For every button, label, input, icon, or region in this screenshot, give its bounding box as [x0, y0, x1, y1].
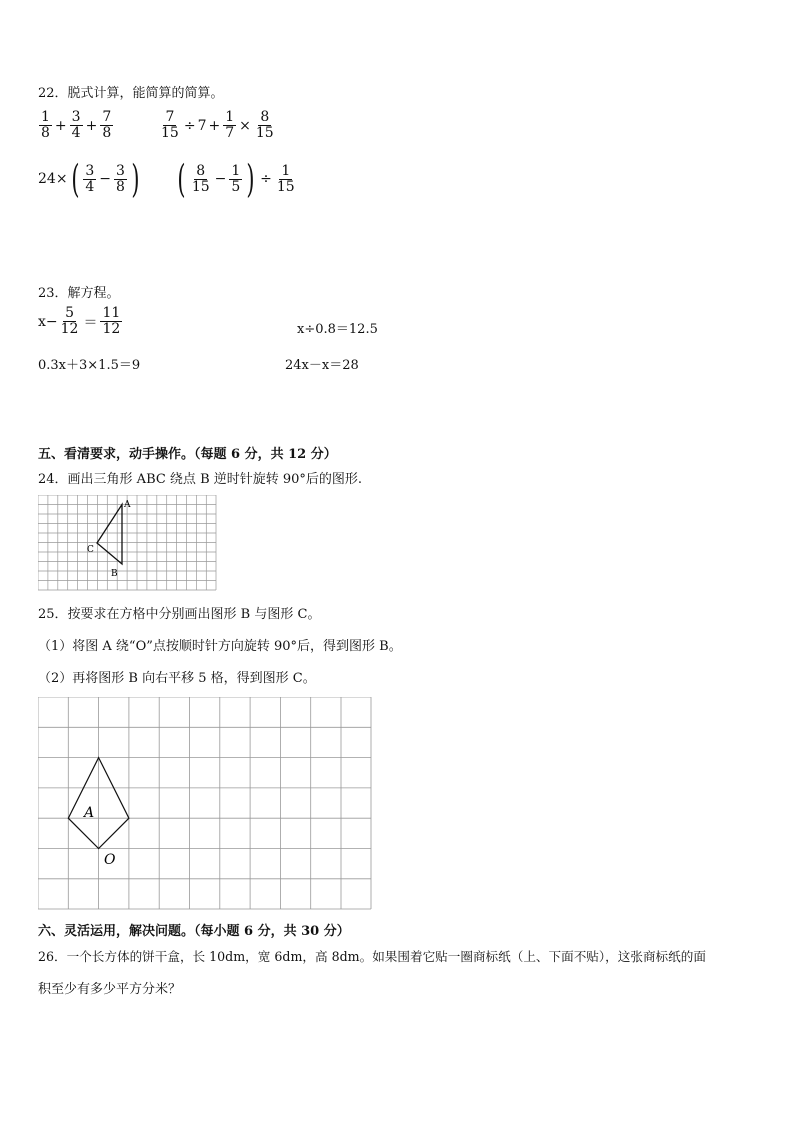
- q25-step-1: （1）将图 A 绕“O”点按顺时针方向旋转 90°后，得到图形 B。: [38, 639, 402, 654]
- label-a: A: [124, 500, 131, 510]
- section5-title: 五、看清要求，动手操作。（每题 6 分，共 12 分）: [38, 447, 337, 462]
- q22-title: 22．脱式计算，能简算的简算。: [38, 86, 224, 101]
- q25-title: 25．按要求在方格中分别画出图形 B 与图形 C。: [38, 607, 321, 622]
- q23-eq-3: 0.3x＋3×1.5＝9: [38, 358, 141, 373]
- q23-eq-2: x÷0.8＝12.5: [297, 322, 378, 337]
- q23-title: 23．解方程。: [38, 286, 120, 301]
- q25-grid-figure: [38, 697, 374, 912]
- q22-expr-4: ( $\frac{8}{15}$ − $\frac{1}{5}$ ) ÷ $\frac{1}{15}$: [177, 157, 295, 201]
- q26-line-2: 积至少有多少平方分米？: [38, 982, 182, 997]
- q25-grid: [38, 697, 371, 909]
- q24-grid-figure: [38, 495, 218, 592]
- q24-title: 24．画出三角形 ABC 绕点 B 逆时针旋转 90°后的图形.: [38, 472, 363, 487]
- q23-eq-4: 24x－x＝28: [285, 358, 359, 373]
- label-c: C: [87, 545, 94, 555]
- triangle-abc: [97, 505, 122, 565]
- q23-eq-1: x− $\frac{5}{12}$ ＝ $\frac{11}{12}$: [38, 305, 121, 337]
- label-a: A: [84, 805, 95, 821]
- q22-expr-3: 24× ( $\frac{3}{4}$ − $\frac{3}{8}$ ): [38, 157, 140, 201]
- section6-title: 六、灵活运用，解决问题。（每小题 6 分，共 30 分）: [38, 924, 350, 939]
- label-o: O: [104, 852, 116, 868]
- label-b: B: [111, 569, 118, 579]
- q25-step-2: （2）再将图形 B 向右平移 5 格，得到图形 C。: [38, 671, 316, 686]
- q26-line-1: 26．一个长方体的饼干盒，长 10dm，宽 6dm，高 8dm。如果围着它贴一圈商标纸（上、下面不贴），这张商标纸的面: [38, 949, 706, 964]
- q22-expr-1: $\frac{1}{8}$ + $\frac{3}{4}$ + $\frac{7}{8}$: [41, 109, 112, 141]
- q22-expr-2: $\frac{7}{15}$ ÷ 7 + $\frac{1}{7}$ × $\frac{8}{15}$: [161, 109, 274, 141]
